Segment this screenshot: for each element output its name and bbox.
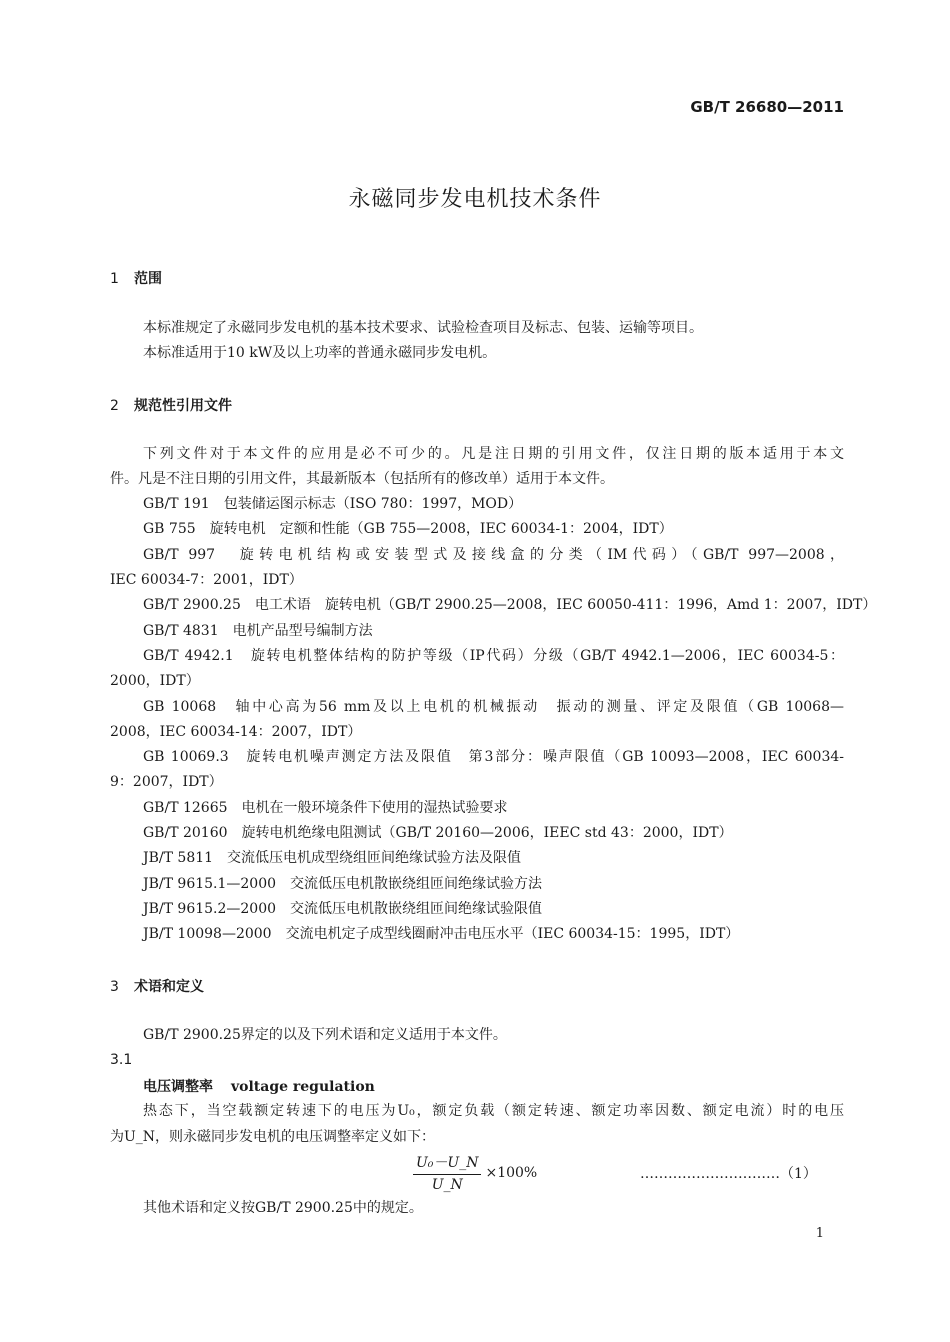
section-1-paragraph-2: 本标准适用于10 kW及以上功率的普通永磁同步发电机。 — [143, 345, 497, 361]
reference-item-continued: 9：2007，IDT） — [110, 774, 223, 790]
reference-item: GB/T 191 包装储运图示标志（ISO 780：1997，MOD） — [143, 496, 523, 512]
definition-line-1: 热态下，当空载额定转速下的电压为U₀，额定负载（额定转速、额定功率因数、额定电流）时的电压 — [143, 1103, 844, 1119]
section-2-number: 2 — [110, 398, 119, 414]
term-english: voltage regulation — [231, 1079, 375, 1095]
page-number: 1 — [815, 1226, 824, 1241]
equation-number: …………………………（1） — [640, 1166, 817, 1182]
reference-item: GB/T 4831 电机产品型号编制方法 — [143, 623, 373, 639]
section-2-intro-line-1: 下列文件对于本文件的应用是必不可少的。凡是注日期的引用文件，仅注日期的版本适用于本文 — [143, 446, 844, 462]
reference-item: GB 755 旋转电机 定额和性能（GB 755—2008，IEC 60034-1：2004，IDT） — [143, 521, 673, 537]
formula — [413, 1152, 537, 1193]
section-3-number: 3 — [110, 979, 119, 995]
section-1-number: 1 — [110, 271, 119, 287]
section-1-paragraph-1: 本标准规定了永磁同步发电机的基本技术要求、试验检查项目及标志、包装、运输等项目。 — [143, 320, 703, 336]
reference-item: GB/T 20160 旋转电机绝缘电阻测试（GB/T 20160—2006，IEEC std 43：2000，IDT） — [143, 825, 733, 841]
section-3-heading — [110, 976, 204, 996]
reference-item: GB/T 2900.25 电工术语 旋转电机（GB/T 2900.25—2008，IEC 60050-411：1996，Amd 1：2007，IDT） — [143, 597, 877, 613]
reference-item: GB/T 4942.1 旋转电机整体结构的防护等级（IP代码）分级（GB/T 4942.1—2006，IEC 60034-5： — [143, 648, 844, 664]
reference-item: GB 10069.3 旋转电机噪声测定方法及限值 第3部分：噪声限值（GB 10093—2008，IEC 60034- — [143, 749, 844, 765]
formula-fraction — [413, 1152, 481, 1193]
section-2-intro-line-2: 件。凡是不注日期的引用文件，其最新版本（包括所有的修改单）适用于本文件。 — [110, 471, 614, 487]
document-title: 永磁同步发电机技术条件 — [348, 187, 602, 212]
formula-numerator: U₀－U_N — [413, 1152, 481, 1175]
reference-item-continued: 2008，IEC 60034-14：2007，IDT） — [110, 724, 362, 740]
reference-item: GB/T 997 旋转电机结构或安装型式及接线盒的分类（IM代码）（GB/T 997—2008， — [143, 547, 844, 563]
term-entry — [143, 1076, 375, 1096]
term-chinese: 电压调整率 — [143, 1079, 213, 1095]
section-3-title: 术语和定义 — [134, 979, 204, 995]
section-3-intro: GB/T 2900.25界定的以及下列术语和定义适用于本文件。 — [143, 1027, 507, 1043]
section-1-title: 范围 — [134, 271, 162, 287]
reference-item: GB/T 12665 电机在一般环境条件下使用的湿热试验要求 — [143, 800, 508, 816]
section-2-heading — [110, 395, 232, 415]
section-1-heading — [110, 268, 162, 288]
reference-item: JB/T 9615.1—2000 交流低压电机散嵌绕组匝间绝缘试验方法 — [143, 876, 543, 892]
formula-multiplier: ×100% — [485, 1164, 538, 1181]
reference-item: JB/T 10098—2000 交流电机定子成型线圈耐冲击电压水平（IEC 60034-15：1995，IDT） — [143, 926, 740, 942]
reference-item: JB/T 9615.2—2000 交流低压电机散嵌绕组匝间绝缘试验限值 — [143, 901, 543, 917]
section-3-closing: 其他术语和定义按GB/T 2900.25中的规定。 — [143, 1200, 423, 1216]
section-2-title: 规范性引用文件 — [134, 398, 232, 414]
definition-line-2: 为U_N，则永磁同步发电机的电压调整率定义如下： — [110, 1129, 436, 1145]
standard-code: GB/T 26680—2011 — [690, 98, 844, 116]
reference-item-continued: IEC 60034-7：2001，IDT） — [110, 572, 303, 588]
reference-item: JB/T 5811 交流低压电机成型绕组匝间绝缘试验方法及限值 — [143, 850, 522, 866]
formula-denominator: U_N — [431, 1177, 463, 1193]
reference-item-continued: 2000，IDT） — [110, 673, 200, 689]
reference-item: GB 10068 轴中心高为56 mm及以上电机的机械振动 振动的测量、评定及限值（GB 10068— — [143, 699, 844, 715]
subsection-number: 3.1 — [110, 1052, 133, 1068]
